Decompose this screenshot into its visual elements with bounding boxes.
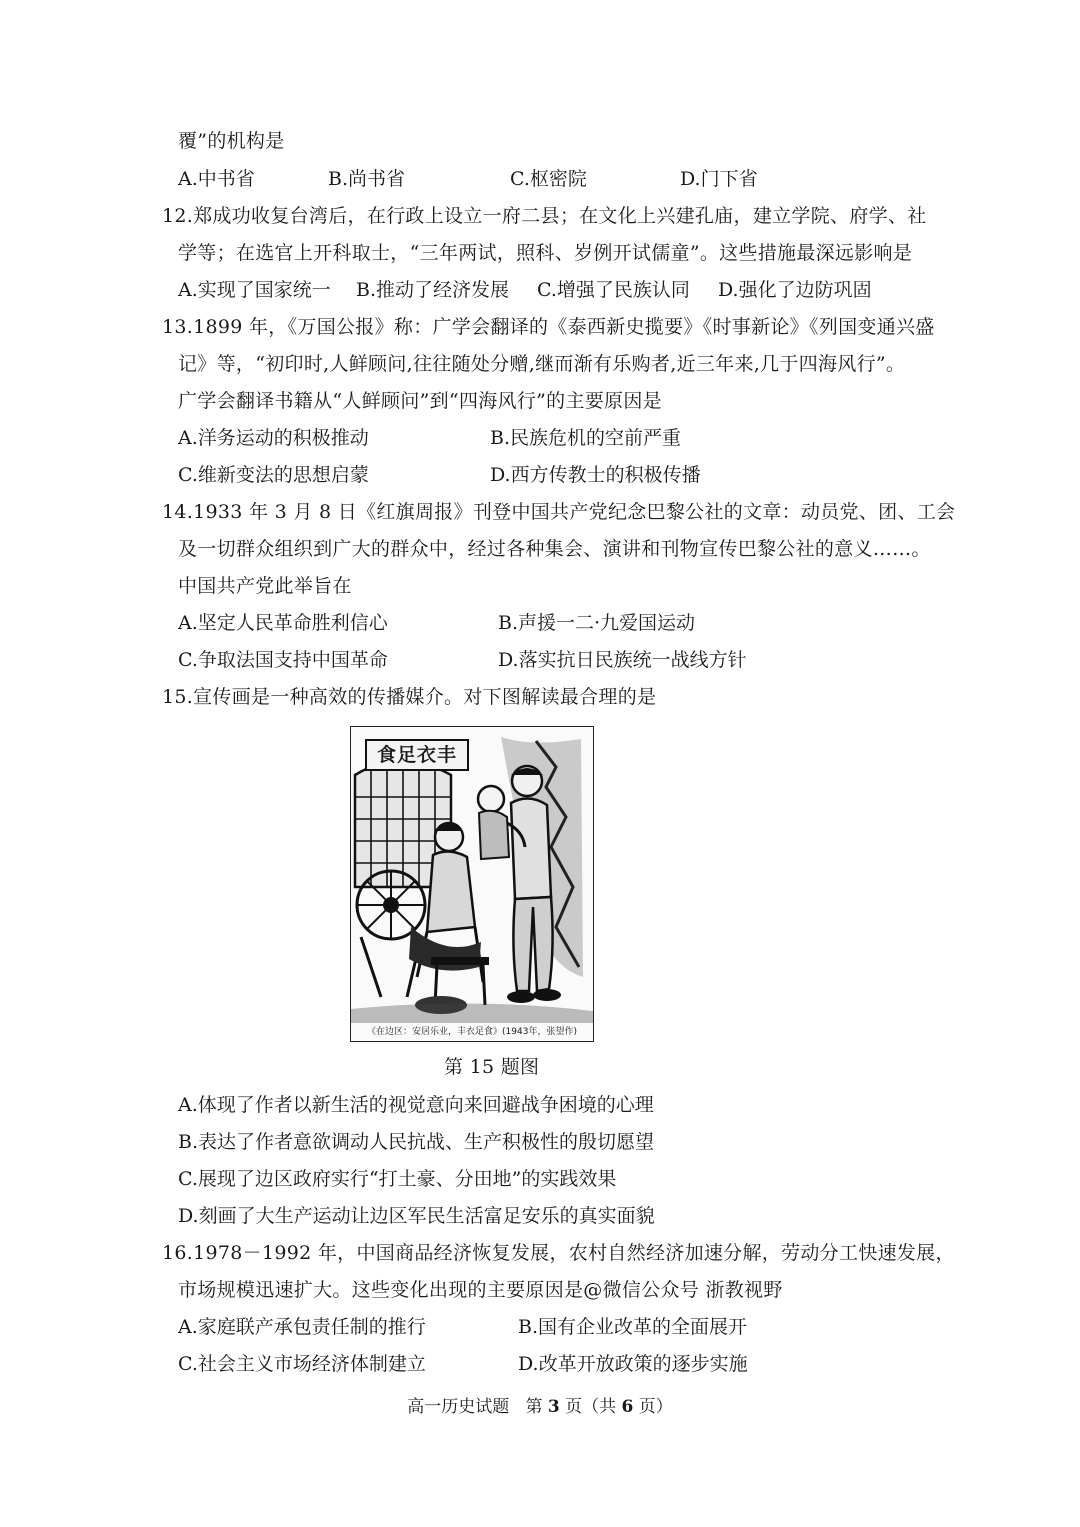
footer-page-prefix: 第 xyxy=(525,1397,543,1417)
q12-option-d: D.强化了边防巩固 xyxy=(718,279,872,301)
poster-title-plaque: 食足衣丰 xyxy=(365,739,469,771)
page-footer xyxy=(0,1392,1080,1417)
q14-option-d: D.落实抗日民族统一战线方针 xyxy=(498,649,747,671)
q15-option-d: D.刻画了大生产运动让边区军民生活富足安乐的真实面貌 xyxy=(178,1205,655,1227)
q12-stem-line-1: 12.郑成功收复台湾后，在行政上设立一府二县；在文化上兴建孔庙，建立学院、府学、社 xyxy=(162,205,927,227)
q15-option-a: A.体现了作者以新生活的视觉意向来回避战争困境的心理 xyxy=(178,1094,654,1116)
q12-option-a: A.实现了国家统一 xyxy=(178,279,331,301)
q12-option-c: C.增强了民族认同 xyxy=(537,279,690,301)
q12-stem-line-2: 学等；在选官上开科取士，“三年两试，照科、岁例开试儒童”。这些措施最深远影响是 xyxy=(178,242,913,264)
q13-stem-line-1: 13.1899 年，《万国公报》称：广学会翻译的《泰西新史揽要》《时事新论》《列国变通兴盛 xyxy=(162,316,935,338)
q14-stem-line-3: 中国共产党此举旨在 xyxy=(178,575,352,597)
q16-stem-line-2: 市场规模迅速扩大。这些变化出现的主要原因是@微信公众号 浙教视野 xyxy=(178,1279,783,1301)
q16-option-a: A.家庭联产承包责任制的推行 xyxy=(178,1316,426,1338)
q15-stem: 15.宣传画是一种高效的传播媒介。对下图解读最合理的是 xyxy=(162,686,657,708)
q15-option-c: C.展现了边区政府实行“打土豪、分田地”的实践效果 xyxy=(178,1168,617,1190)
poster-caption: 《在边区：安居乐业，丰衣足食》(1943年，张望作) xyxy=(367,1027,577,1037)
q16-option-c: C.社会主义市场经济体制建立 xyxy=(178,1353,426,1375)
q14-stem-line-1: 14.1933 年 3 月 8 日《红旗周报》刊登中国共产党纪念巴黎公社的文章：动员党、团、工会 xyxy=(162,501,956,523)
q11-option-a: A.中书省 xyxy=(178,168,255,190)
q13-option-d: D.西方传教士的积极传播 xyxy=(490,464,701,486)
footer-page-mid: 页（共 xyxy=(565,1397,617,1417)
q13-option-c: C.维新变法的思想启蒙 xyxy=(178,464,369,486)
q12-option-b: B.推动了经济发展 xyxy=(356,279,510,301)
q16-option-b: B.国有企业改革的全面展开 xyxy=(518,1316,748,1338)
q14-option-a: A.坚定人民革命胜利信心 xyxy=(178,612,388,634)
footer-page-suffix: 页） xyxy=(638,1397,673,1417)
q15-option-b: B.表达了作者意欲调动人民抗战、生产积极性的殷切愿望 xyxy=(178,1131,655,1153)
q11-option-c: C.枢密院 xyxy=(510,168,587,190)
footer-page-total: 6 xyxy=(621,1397,634,1417)
figure-label: 第 15 题图 xyxy=(444,1056,540,1078)
q13-option-a: A.洋务运动的积极推动 xyxy=(178,427,369,449)
q16-stem-line-1: 16.1978－1992 年，中国商品经济恢复发展，农村自然经济加速分解，劳动分工快速发展， xyxy=(162,1242,955,1264)
q11-stem-tail: 覆”的机构是 xyxy=(178,130,285,152)
footer-subject: 高一历史试题 xyxy=(407,1397,510,1417)
q11-option-d: D.门下省 xyxy=(680,168,758,190)
footer-page-number: 3 xyxy=(547,1397,560,1417)
q13-stem-line-2: 记》等，“初印时,人鲜顾问,往往随处分赠,继而渐有乐购者,近三年来,几于四海风行”。 xyxy=(178,353,906,375)
q13-option-b: B.民族危机的空前严重 xyxy=(490,427,682,449)
q14-stem-line-2: 及一切群众组织到广大的群众中，经过各种集会、演讲和刊物宣传巴黎公社的意义……。 xyxy=(178,538,931,560)
propaganda-poster-figure xyxy=(350,726,594,1042)
q11-option-b: B.尚书省 xyxy=(328,168,406,190)
poster-illustration xyxy=(351,727,593,1041)
q13-stem-line-3: 广学会翻译书籍从“人鲜顾问”到“四海风行”的主要原因是 xyxy=(178,390,662,412)
q14-option-c: C.争取法国支持中国革命 xyxy=(178,649,388,671)
q16-option-d: D.改革开放政策的逐步实施 xyxy=(518,1353,748,1375)
q14-option-b: B.声援一二·九爱国运动 xyxy=(498,612,696,634)
